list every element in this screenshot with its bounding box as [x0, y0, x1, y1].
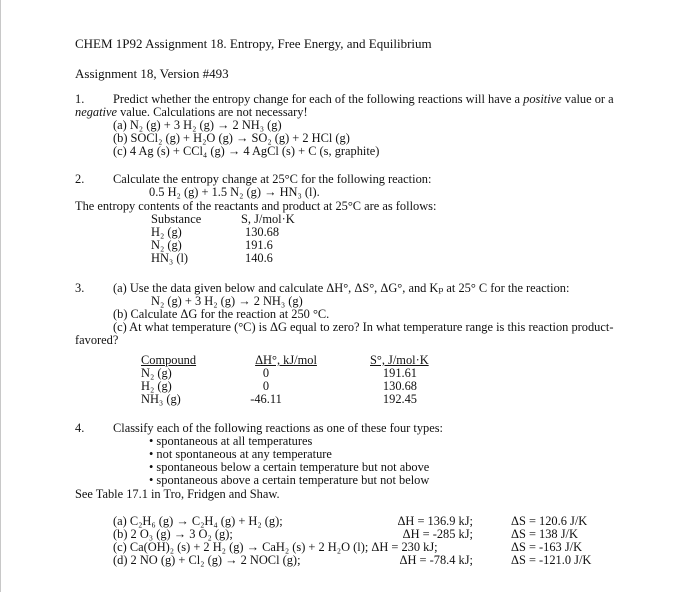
q4-reference: See Table 17.1 in Tro, Fridgen and Shaw.	[75, 487, 280, 501]
q2-row-s: 191.6	[245, 238, 273, 252]
q3-row-s: 192.45	[382, 392, 417, 406]
q3-row-h: 0	[262, 366, 270, 380]
document-title: CHEM 1P92 Assignment 18. Entropy, Free Energy, and Equilibrium	[75, 36, 432, 51]
q1-line1: Predict whether the entropy change for each of the following reactions will have a	[113, 92, 521, 106]
q1-line2-tail: value. Calculations are not necessary!	[120, 105, 308, 119]
q2-row-substance: N₂ (g)	[151, 238, 182, 252]
q4-reaction-eq: (d) 2 NO (g) + Cl₂ (g) → 2 NOCl (g);	[113, 553, 301, 567]
q2-col-s: S, J/mol·K	[241, 212, 295, 226]
q3-part-c-tail: favored?	[75, 333, 119, 347]
assignment-version: Assignment 18, Version #493	[75, 66, 229, 81]
q2-row-s: 130.68	[245, 225, 280, 239]
q2-row-substance: H₂ (g)	[151, 225, 182, 239]
q1-line1-tail: value or a	[564, 92, 614, 106]
q3-col-compound: Compound	[141, 353, 197, 367]
q4-reaction-ds: ΔS = 138 J/K	[511, 527, 578, 541]
q3-part-a: (a) Use the data given below and calculate ΔH°, ΔS°, ΔG°, and Kₚ at 25° C for the reaction:	[113, 281, 570, 295]
q3-part-b: (b) Calculate ΔG for the reaction at 250 °C.	[113, 307, 330, 321]
q4-reaction-eq: (b) 2 O₃ (g) → 3 O₂ (g);	[113, 527, 233, 541]
q1-negative: negative	[75, 105, 117, 119]
q4-type-bullet: • spontaneous below a certain temperature but not above	[149, 460, 430, 474]
q3-row-h: -46.11	[250, 392, 282, 406]
q1-reaction-c: (c) 4 Ag (s) + CCl₄ (g) → 4 AgCl (s) + C (s, graphite)	[113, 144, 380, 158]
q4-reaction-ds: ΔS = -163 J/K	[511, 540, 583, 554]
q3-reaction: N₂ (g) + 3 H₂ (g) → 2 NH₃ (g)	[151, 294, 303, 308]
q2-reaction: 0.5 H₂ (g) + 1.5 N₂ (g) → HN₃ (l).	[149, 185, 320, 199]
q4-type-bullet: • not spontaneous at any temperature	[149, 447, 332, 461]
q1-text-line1	[113, 92, 614, 106]
q3-col-h: ΔH°, kJ/mol	[255, 353, 317, 367]
q3-row-s: 130.68	[382, 379, 417, 393]
q1-number: 1.	[75, 92, 85, 106]
q2-text: Calculate the entropy change at 25°C for the following reaction:	[113, 172, 432, 186]
q4-reaction-ds: ΔS = 120.6 J/K	[511, 514, 588, 528]
q4-type-bullet: • spontaneous at all temperatures	[149, 434, 313, 448]
q3-part-c: (c) At what temperature (°C) is ΔG equal to zero? In what temperature range is this reaction product-	[113, 320, 614, 334]
q4-intro: Classify each of the following reactions as one of these four types:	[113, 421, 443, 435]
q3-row-compound: H₂ (g)	[141, 379, 172, 393]
q4-reaction-ds: ΔS = -121.0 J/K	[511, 553, 592, 567]
q2-row-substance: HN₃ (l)	[151, 251, 189, 265]
q1-positive: positive	[523, 92, 562, 106]
q1-reaction-b: (b) SOCl₂ (g) + H₂O (g) → SO₂ (g) + 2 HCl (g)	[113, 131, 350, 145]
q3-row-s: 191.61	[382, 366, 417, 380]
q1-reaction-a: (a) N₂ (g) + 3 H₂ (g) → 2 NH₃ (g)	[113, 118, 282, 132]
q4-reaction-eq: (a) C₂H₆ (g) → C₂H₄ (g) + H₂ (g);	[113, 514, 283, 528]
q3-row-compound: N₂ (g)	[141, 366, 172, 380]
q3-row-compound: NH₃ (g)	[141, 392, 181, 406]
q3-row-h: 0	[262, 379, 270, 393]
q4-reaction-dh: ΔH = 136.9 kJ;	[397, 514, 473, 528]
q4-type-bullet: • spontaneous above a certain temperature but not below	[149, 473, 430, 487]
q4-reaction-eq: (c) Ca(OH)₂ (s) + 2 H₂ (g) → CaH₂ (s) + 2 H₂O (l); ΔH = 230 kJ;	[113, 540, 438, 554]
q2-intro: The entropy contents of the reactants and product at 25°C are as follows:	[75, 199, 437, 213]
q4-number: 4.	[75, 421, 85, 435]
q1-text-line2	[75, 105, 308, 119]
q3-number: 3.	[75, 281, 85, 295]
q2-col-substance: Substance	[151, 212, 202, 226]
q4-reaction-dh: ΔH = -285 kJ;	[402, 527, 473, 541]
q2-number: 2.	[75, 172, 85, 186]
q2-row-s: 140.6	[245, 251, 273, 265]
q3-col-s: S°, J/mol·K	[370, 353, 429, 367]
q4-reaction-dh: ΔH = -78.4 kJ;	[399, 553, 473, 567]
